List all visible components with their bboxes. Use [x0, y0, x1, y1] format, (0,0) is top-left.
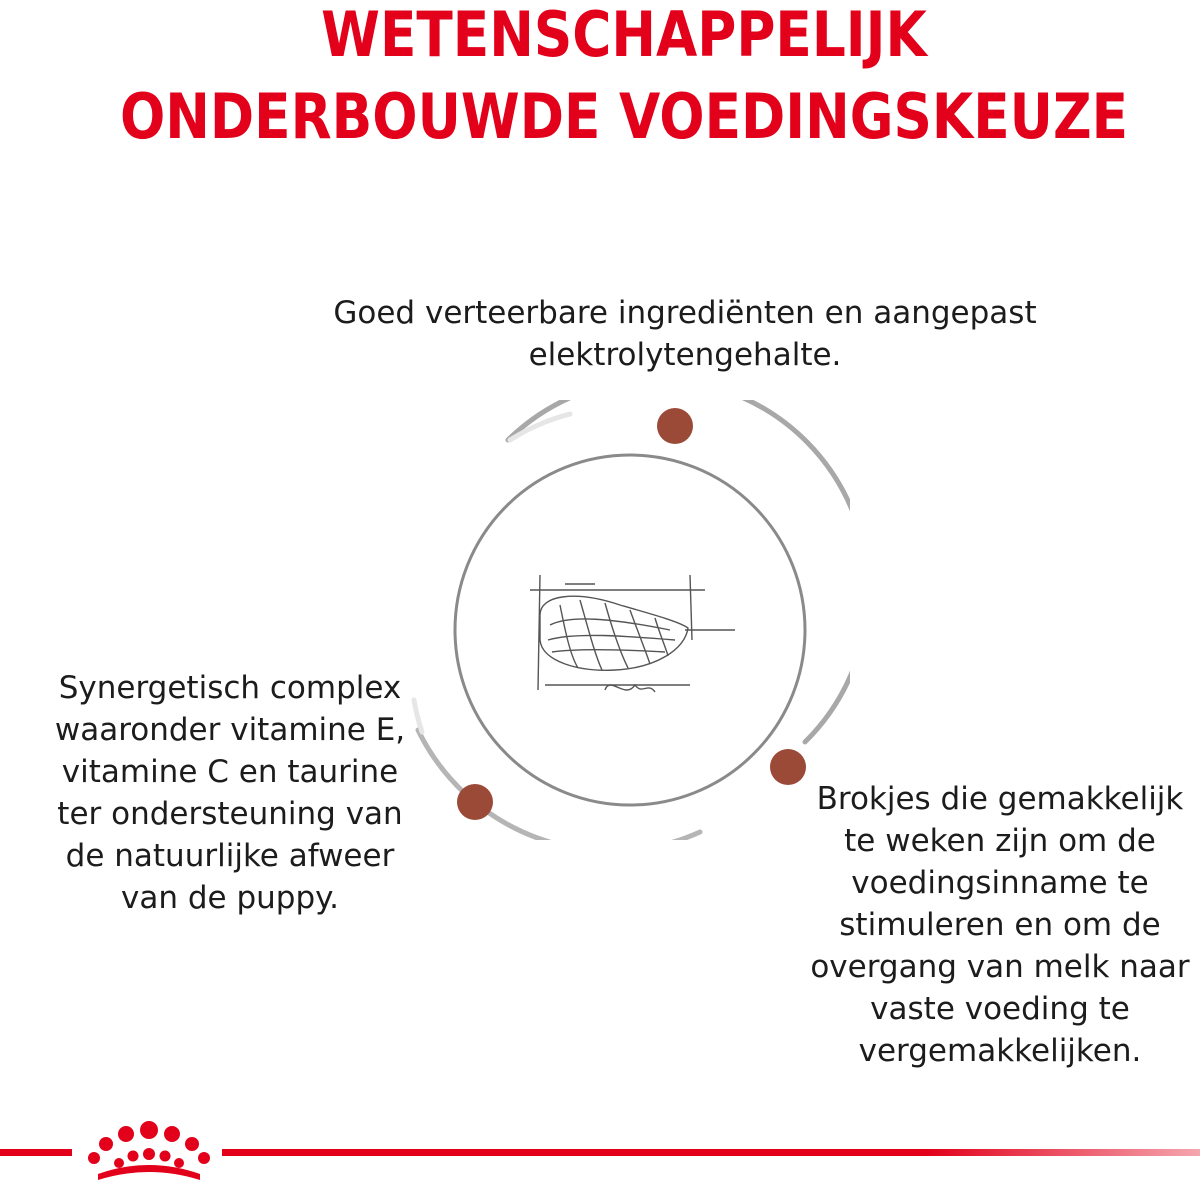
footer-rule-left — [0, 1149, 72, 1156]
outer-ring-arc — [508, 400, 850, 742]
inner-ring — [455, 455, 805, 805]
headline-line-1: WETENSCHAPPELIJK — [321, 0, 927, 71]
benefit-right-text: Brokjes die gemakkelijk te weken zijn om de voedingsinname te stimuleren en om de overgang van melk naar vaste voeding te vergemakkelijken. — [810, 781, 1190, 1069]
headline-line-2: ONDERBOUWDE VOEDINGSKEUZE — [119, 80, 1129, 153]
royal-canin-crown-icon — [86, 1118, 212, 1193]
lower-ring-arc — [418, 730, 700, 840]
benefit-dot-left — [457, 784, 493, 820]
footer-rule-right — [222, 1149, 1200, 1156]
benefit-dot-top — [657, 408, 693, 444]
benefit-top-text: Goed verteerbare ingrediënten en aangepast elektrolytengehalte. — [333, 295, 1037, 373]
benefit-left-text: Synergetisch complex waaronder vitamine E, vitamine C en taurine ter ondersteuning van de natuurlijke afweer van de puppy. — [54, 670, 406, 916]
benefit-diagram — [410, 400, 850, 840]
kibble-sketch-icon — [530, 575, 735, 692]
